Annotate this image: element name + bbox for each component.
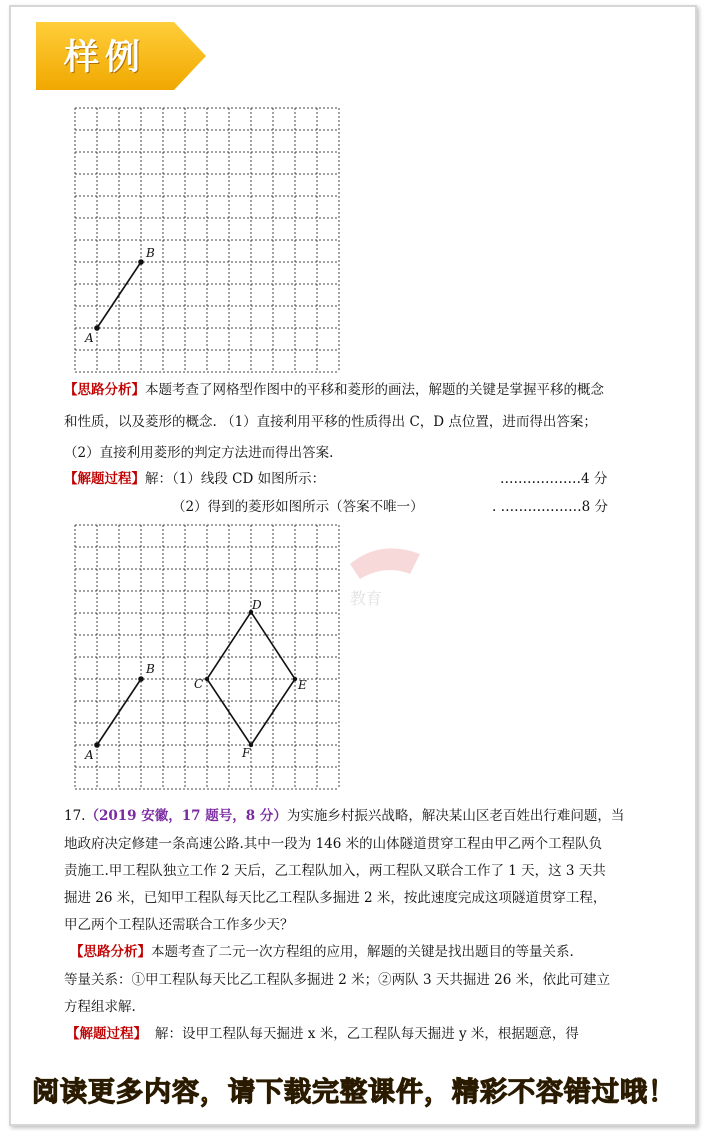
point-a bbox=[94, 742, 100, 748]
point-b bbox=[138, 676, 144, 682]
point-a bbox=[94, 325, 100, 331]
analysis-1-line-3: （2）直接利用菱形的判定方法进而得出答案. bbox=[64, 445, 334, 461]
point-c bbox=[205, 677, 209, 681]
analysis-tag: 【思路分析】 bbox=[64, 382, 145, 398]
grid-figure-2 bbox=[70, 521, 345, 791]
problem-17-line-1: 17.（2019 安徽，17 题号，8 分）为实施乡村振兴战略，解决某山区老百姓出行难问题，当 bbox=[64, 808, 625, 824]
badge-label: 样例 bbox=[64, 38, 147, 78]
point-b bbox=[138, 259, 144, 265]
solution-tag: 【解题过程】 bbox=[64, 471, 145, 487]
score-2: . ………………8 分 bbox=[492, 499, 608, 515]
problem-17-line-3: 责施工.甲工程队独立工作 2 天后，乙工程队加入，两工程队又联合工作了 1 天，这 3 天共 bbox=[64, 863, 606, 879]
label-d: D bbox=[252, 598, 262, 612]
analysis-2-line-2: 等量关系：①甲工程队每天比乙工程队多掘进 2 米；②两队 3 天共掘进 26 米，依此可建立 bbox=[64, 972, 611, 988]
segment-ab bbox=[97, 679, 141, 745]
footer-banner: 阅读更多内容，请下载完整课件，精彩不容错过哦！ bbox=[32, 1077, 676, 1108]
solution-2-line-1: 【解题过程】 解：设甲工程队每天掘进 x 米，乙工程队每天掘进 y 米，根据题意，得 bbox=[66, 1026, 579, 1042]
analysis-2-line-3: 方程组求解. bbox=[64, 999, 136, 1015]
grid-lines bbox=[75, 525, 339, 789]
label-b: B bbox=[146, 246, 155, 260]
problem-17-line-4: 掘进 26 米，已知甲工程队每天比乙工程队多掘进 2 米，按此速度完成这项隧道贯穿工程， bbox=[64, 890, 607, 906]
analysis-2-line-1: 【思路分析】本题考查了二元一次方程组的应用，解题的关键是找出题目的等量关系. bbox=[70, 944, 574, 960]
label-f: F bbox=[242, 746, 251, 760]
analysis-1-line-1: 【思路分析】本题考查了网格型作图中的平移和菱形的画法，解题的关键是掌握平移的概念 bbox=[64, 382, 604, 398]
label-b: B bbox=[146, 662, 155, 676]
label-a: A bbox=[85, 331, 94, 345]
problem-number: 17. bbox=[64, 808, 86, 824]
label-a: A bbox=[85, 748, 94, 762]
point-e bbox=[293, 677, 297, 681]
grid-figure-1 bbox=[70, 104, 345, 374]
solution-1-line-1: 【解题过程】解：（1）线段 CD 如图所示： bbox=[64, 471, 326, 487]
label-e: E bbox=[298, 678, 307, 692]
solution-tag: 【解题过程】 bbox=[66, 1026, 147, 1042]
analysis-1-line-2: 和性质，以及菱形的概念. （1）直接利用平移的性质得出 C，D 点位置，进而得出答案； bbox=[64, 414, 597, 430]
watermark-text: 教育 bbox=[350, 589, 383, 608]
analysis-tag: 【思路分析】 bbox=[70, 944, 151, 960]
problem-17-line-2: 地政府决定修建一条高速公路.其中一段为 146 米的山体隧道贯穿工程由甲乙两个工程队负 bbox=[64, 836, 603, 852]
watermark-logo bbox=[340, 534, 430, 624]
problem-source: （2019 安徽，17 题号，8 分） bbox=[85, 808, 287, 824]
solution-1-line-2: （2）得到的菱形如图所示（答案不唯一） bbox=[172, 499, 424, 515]
label-c: C bbox=[194, 677, 204, 691]
problem-17-line-5: 甲乙两个工程队还需联合工作多少天？ bbox=[64, 917, 294, 933]
grid-lines bbox=[75, 108, 339, 372]
score-1: ………………4 分 bbox=[500, 471, 608, 487]
segment-ab bbox=[97, 262, 141, 328]
